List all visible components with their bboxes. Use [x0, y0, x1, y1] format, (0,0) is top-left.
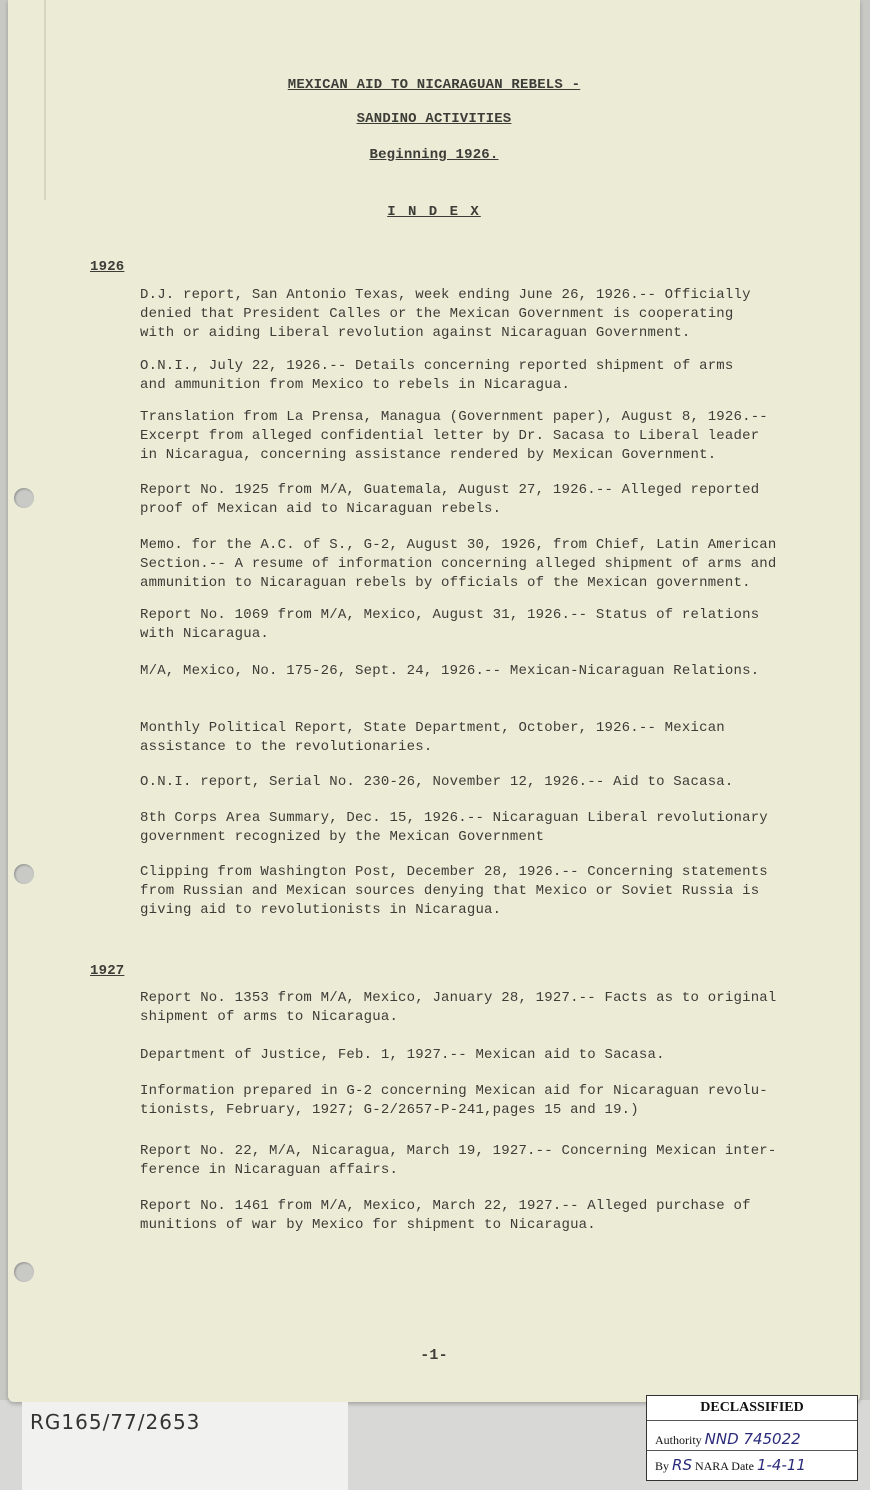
stamp-title: DECLASSIFIED — [700, 1400, 804, 1415]
page-crease — [44, 0, 46, 200]
doc-title: MEXICAN AID TO NICARAGUAN REBELS - — [287, 77, 581, 93]
stamp-by-label: By — [655, 1459, 670, 1473]
document-page — [8, 0, 860, 1402]
stamp-by-row — [655, 1456, 806, 1474]
index-title: I N D E X — [387, 204, 481, 220]
index-entry: Report No. 1069 from M/A, Mexico, August 31, 1926.-- Status of relations with Nicaragua. — [140, 607, 760, 642]
stamp-nara-label: NARA Date — [694, 1459, 754, 1473]
index-entry: Monthly Political Report, State Department, October, 1926.-- Mexican assistance to the revolutionaries. — [140, 720, 725, 755]
stamp-authority-label: Authority — [655, 1433, 702, 1447]
index-entry: O.N.I. report, Serial No. 230-26, November 12, 1926.-- Aid to Sacasa. — [140, 774, 734, 790]
index-entry: Clipping from Washington Post, December 28, 1926.-- Concerning statements from Russian and Mexican sources denying that Mexico or Soviet Russia is giving aid to revolutionists in Nicaragua. — [140, 864, 768, 918]
index-entry: Report No. 1925 from M/A, Guatemala, August 27, 1926.-- Alleged reported proof of Mexican aid to Nicaraguan rebels. — [140, 482, 760, 517]
stamp-authority-row — [655, 1430, 801, 1448]
page-number: -1- — [420, 1347, 448, 1364]
year-heading-1926: 1926 — [90, 259, 125, 275]
stamp-by-value: RS — [672, 1456, 692, 1474]
index-entry: Information prepared in G-2 concerning Mexican aid for Nicaraguan revolu- tionists, February, 1927; G-2/2657-P-241,pages 15 and 19.) — [140, 1083, 768, 1118]
punch-hole — [14, 864, 34, 884]
punch-hole — [14, 488, 34, 508]
archive-label: RG165/77/2653 — [30, 1410, 201, 1434]
stamp-divider — [647, 1450, 857, 1451]
doc-date-range: Beginning 1926. — [369, 147, 499, 163]
index-entry: Report No. 1461 from M/A, Mexico, March 22, 1927.-- Alleged purchase of munitions of war by Mexico for shipment to Nicaragua. — [140, 1198, 751, 1233]
stamp-authority-value: NND 745022 — [704, 1430, 801, 1448]
index-entry: M/A, Mexico, No. 175-26, Sept. 24, 1926.-- Mexican-Nicaraguan Relations. — [140, 663, 760, 679]
punch-hole — [14, 1262, 34, 1282]
index-entry: Report No. 1353 from M/A, Mexico, January 28, 1927.-- Facts as to original shipment of arms to Nicaragua. — [140, 990, 777, 1025]
stamp-divider — [647, 1420, 857, 1421]
index-entry: Memo. for the A.C. of S., G-2, August 30, 1926, from Chief, Latin American Section.-- A resume of information concerning alleged shipment of arms and ammunition to Nicaraguan rebels by officials of the Mexican government. — [140, 537, 777, 591]
index-entry: O.N.I., July 22, 1926.-- Details concerning reported shipment of arms and ammunition from Mexico to rebels in Nicaragua. — [140, 358, 734, 393]
index-entry: D.J. report, San Antonio Texas, week ending June 26, 1926.-- Officially denied that President Calles or the Mexican Government is cooperating with or aiding Liberal revolution against Nicaraguan Government. — [140, 287, 751, 341]
doc-subtitle: SANDINO ACTIVITIES — [356, 111, 512, 127]
index-entry: 8th Corps Area Summary, Dec. 15, 1926.-- Nicaraguan Liberal revolutionary government recognized by the Mexican Government — [140, 810, 768, 845]
index-entry: Report No. 22, M/A, Nicaragua, March 19, 1927.-- Concerning Mexican inter- ference in Nicaraguan affairs. — [140, 1143, 777, 1178]
index-entry: Department of Justice, Feb. 1, 1927.-- Mexican aid to Sacasa. — [140, 1047, 665, 1063]
stamp-date-value: 1-4-11 — [756, 1456, 806, 1474]
index-entry: Translation from La Prensa, Managua (Government paper), August 8, 1926.-- Excerpt from alleged confidential letter by Dr. Sacasa to Liberal leader in Nicaragua, concerning assistance rendered by Mexican Government. — [140, 409, 768, 463]
declassified-stamp — [646, 1395, 858, 1481]
year-heading-1927: 1927 — [90, 963, 125, 979]
